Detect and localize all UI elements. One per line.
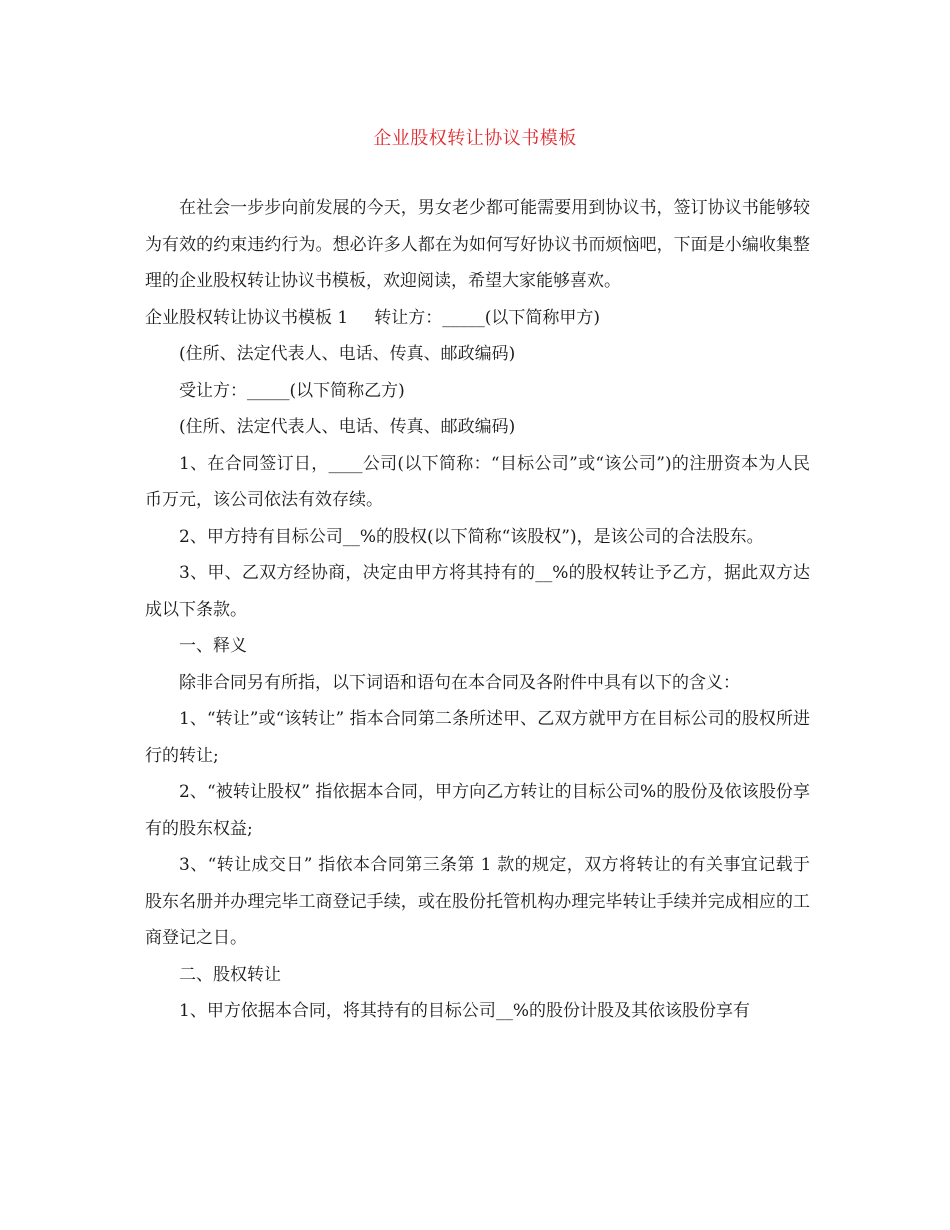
recital-1: 1、在合同签订日，____公司(以下简称：“目标公司”或“该公司”)的注册资本为人民币万元，该公司依法有效存续。 [145,453,810,510]
section-1-intro: 除非合同另有所指，以下词语和语句在本合同及各附件中具有以下的含义： [179,672,740,693]
definition-1: 1、“转让”或“该转让” 指本合同第二条所述甲、乙双方就甲方在目标公司的股权所进行的转让; [145,709,810,766]
clause-2-1: 1、甲方依据本合同，将其持有的目标公司__%的股份计股及其依该股份享有 [179,1001,750,1021]
recital-3: 3、甲、乙双方经协商，决定由甲方将其持有的__%的股权转让予乙方，据此双方达成以下条款。 [145,563,810,620]
document-title: 企业股权转让协议书模板 [373,128,577,149]
document-body [145,190,810,1030]
section-2-title: 二、股权转让 [179,964,281,985]
transferee-info: (住所、法定代表人、电话、传真、邮政编码) [179,417,516,437]
intro-paragraph: 在社会一步步向前发展的今天，男女老少都可能需要用到协议书，签订协议书能够较为有效的约束违约行为。想必许多人都在为如何写好协议书而烦恼吧，下面是小编收集整理的企业股权转让协议书模板，欢迎阅读，希望大家能够喜欢。 [145,198,810,291]
transferor-line: 转让方：_____(以下简称甲方) [374,307,600,328]
definition-2: 2、“被转让股权” 指依据本合同，甲方向乙方转让的目标公司%的股份及依该股份享有的股东权益; [145,782,810,839]
template-heading: 企业股权转让协议书模板 1 [145,307,349,328]
definition-3: 3、“转让成交日” 指依本合同第三条第 1 款的规定，双方将转让的有关事宜记载于股东名册并办理完毕工商登记手续，或在股份托管机构办理完毕转让手续并完成相应的工商登记之日。 [145,855,810,948]
recital-2: 2、甲方持有目标公司__%的股权(以下简称“该股权”)，是该公司的合法股东。 [179,526,764,547]
transferor-info: (住所、法定代表人、电话、传真、邮政编码) [179,344,516,364]
transferee-line: 受让方：_____(以下简称乙方) [179,380,405,401]
section-1-title: 一、释义 [179,636,247,656]
template-heading-line [145,300,810,337]
